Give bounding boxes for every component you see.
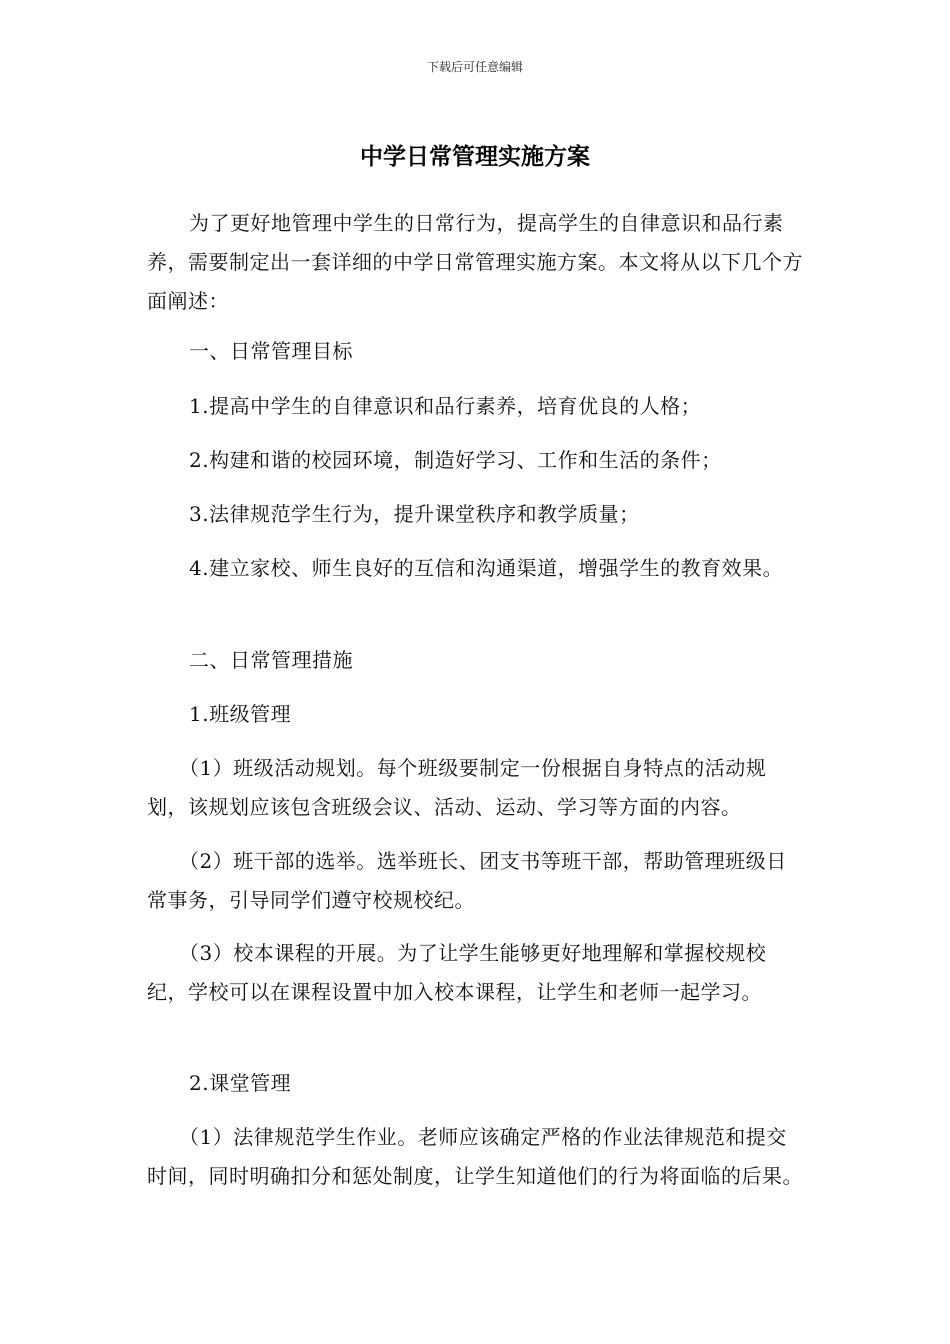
goal-item-4: 4.建立家校、师生良好的互信和沟通渠道，增强学生的教育效果。 (189, 556, 784, 580)
classroom-item-1: （1）法律规范学生作业。老师应该确定严格的作业法律规范和提交时间，同时明确扣分和惩处制度，让学生知道他们的行为将面临的后果。 (147, 1125, 803, 1188)
header-note: 下载后可任意编辑 (426, 60, 523, 74)
subsection-heading-class-management: 1.班级管理 (189, 702, 292, 726)
class-item-1: （1）班级活动规划。每个班级要制定一份根据自身特点的活动规划，该规划应该包含班级会议、活动、运动、学习等方面的内容。 (147, 756, 767, 819)
goal-item-1: 1.提高中学生的自律意识和品行素养，培育优良的人格； (189, 394, 702, 418)
document-title: 中学日常管理实施方案 (360, 144, 590, 170)
class-item-3: （3）校本课程的开展。为了让学生能够更好地理解和掌握校规校纪，学校可以在课程设置中加入校本课程，让学生和老师一起学习。 (147, 941, 767, 1004)
goal-item-3: 3.法律规范学生行为，提升课堂秩序和教学质量； (189, 502, 640, 526)
class-item-2: （2）班干部的选举。选举班长、团支书等班干部，帮助管理班级日常事务，引导同学们遵守校规校纪。 (147, 849, 787, 912)
subsection-heading-classroom-management: 2.课堂管理 (189, 1071, 292, 1095)
section-heading-goals: 一、日常管理目标 (189, 339, 353, 363)
goal-item-2: 2.构建和谐的校园环境，制造好学习、工作和生活的条件； (189, 448, 722, 472)
section-heading-measures: 二、日常管理措施 (189, 648, 353, 672)
intro-paragraph: 为了更好地管理中学生的日常行为，提高学生的自律意识和品行素养，需要制定出一套详细的中学日常管理实施方案。本文将从以下几个方面阐述： (147, 211, 803, 313)
